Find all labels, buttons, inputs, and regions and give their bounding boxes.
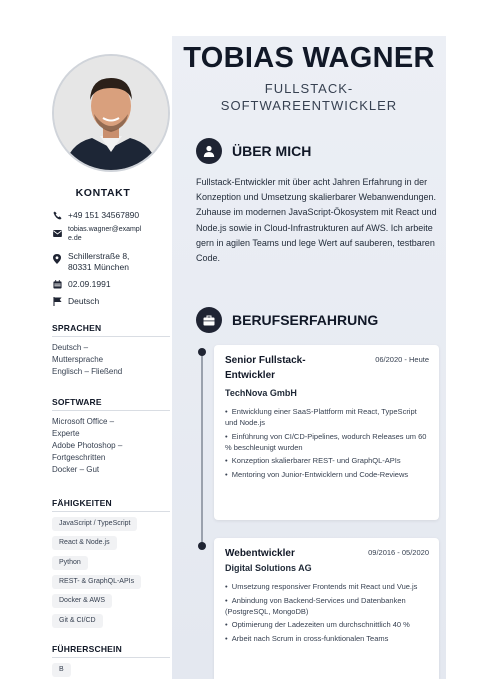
list-item: • Einführung von CI/CD-Pipelines, wodurch Releases um 60 % beschleunigt wurden: [225, 431, 427, 452]
skill-chip: Git & CI/CD: [52, 614, 103, 628]
list-item: • Optimierung der Ladezeiten um durchschnittlich 40 %: [225, 620, 410, 629]
list-item: • Entwicklung einer SaaS-Plattform mit React, TypeScript und Node.js: [225, 407, 417, 427]
divider: [52, 657, 170, 658]
software-heading: SOFTWARE: [52, 397, 102, 407]
contact-email: tobias.wagner@exampl e.de: [52, 225, 141, 243]
phone-icon: [52, 210, 62, 220]
divider: [52, 410, 170, 411]
contact-birthdate: 02.09.1991: [52, 279, 111, 290]
license-heading: FÜHRERSCHEIN: [52, 644, 122, 654]
flag-icon: [52, 296, 62, 306]
job-title: Senior Fullstack- Entwickler: [225, 355, 306, 381]
software-list: Microsoft Office – Experte Adobe Photoshop – Fortgeschritten Docker – Gut: [52, 417, 123, 474]
briefcase-icon: [196, 307, 222, 333]
job-bullets: [225, 581, 430, 646]
job-date: 06/2020 - Heute: [375, 355, 429, 364]
list-item: • Anbindung von Backend-Services und Datenbanken (PostgreSQL, MongoDB): [225, 595, 406, 616]
timeline-line: [201, 352, 203, 546]
job-card: [214, 538, 439, 679]
languages-heading: SPRACHEN: [52, 323, 102, 333]
languages-list: Deutsch – Muttersprache Englisch – Fließend: [52, 343, 123, 376]
divider: [52, 336, 170, 337]
candidate-name: TOBIAS WAGNER: [183, 42, 435, 74]
candidate-role: FULLSTACK- SOFTWAREENTWICKLER: [220, 81, 398, 113]
user-icon: [196, 138, 222, 164]
skills-heading: FÄHIGKEITEN: [52, 498, 112, 508]
job-company: Digital Solutions AG: [225, 563, 312, 573]
skill-chip: Python: [52, 556, 88, 570]
skill-chip: JavaScript / TypeScript: [52, 517, 137, 531]
about-heading: ÜBER MICH: [232, 143, 312, 159]
contact-heading: KONTAKT: [75, 187, 131, 199]
license-chip: B: [52, 663, 71, 677]
job-title: Webentwickler: [225, 548, 295, 559]
profile-photo: [54, 56, 168, 170]
list-item: • Mentoring von Junior-Entwicklern und Code-Reviews: [225, 469, 409, 479]
resume-page: [34, 36, 446, 679]
location-pin-icon: [52, 254, 62, 264]
skill-chip: REST- & GraphQL-APIs: [52, 575, 141, 589]
calendar-icon: [52, 279, 62, 289]
job-company: TechNova GmbH: [225, 388, 297, 398]
mail-icon: [52, 228, 62, 238]
job-bullets: [225, 406, 430, 482]
skill-chip: React & Node.js: [52, 536, 117, 550]
job-card: [214, 345, 439, 520]
job-date: 09/2016 - 05/2020: [368, 548, 429, 557]
divider: [52, 511, 170, 512]
contact-nationality: Deutsch: [52, 296, 99, 307]
contact-phone: +49 151 34567890: [52, 210, 139, 221]
list-item: • Umsetzung responsiver Frontends mit React und Vue.js: [225, 582, 418, 591]
main-content: [172, 36, 446, 679]
skill-chip: Docker & AWS: [52, 594, 112, 608]
timeline-dot: [198, 348, 206, 356]
about-text: Fullstack-Entwickler mit über acht Jahren Erfahrung in der Konzeption und Umsetzung skalierbarer Webanwendungen. Zuhause im modernen JavaScript-Ökosystem mit React und Node.js sowie in Cloud-Infrastrukturen auf AWS. Ich arbeite gern in agilen Teams und lege Wert auf sauberen, testbaren Code.: [196, 177, 437, 264]
sidebar: [34, 36, 172, 679]
experience-heading: BERUFSERFAHRUNG: [232, 312, 379, 328]
timeline-dot: [198, 542, 206, 550]
contact-address: Schillerstraße 8, 80331 München: [52, 251, 129, 272]
list-item: • Konzeption skalierbarer REST- und GraphQL-APIs: [225, 456, 401, 465]
list-item: • Arbeit nach Scrum in cross-funktionalen Teams: [225, 633, 389, 643]
